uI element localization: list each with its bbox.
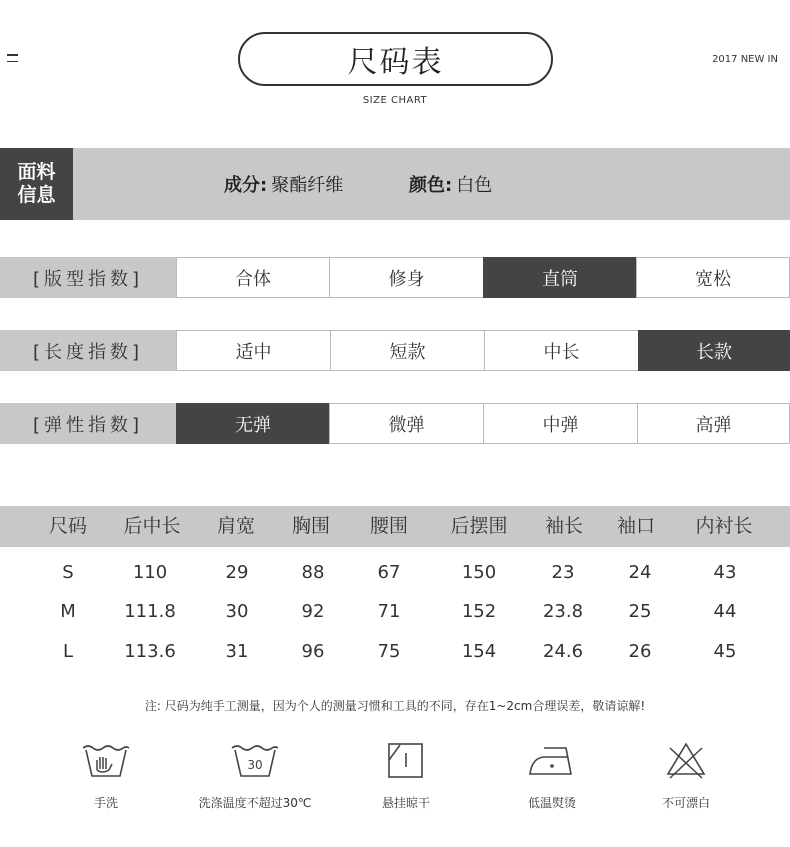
care-label-hang-dry: 悬挂晾干 (381, 796, 430, 810)
fabric-info-label (0, 148, 73, 220)
new-in-badge: 2017 NEW IN (712, 54, 778, 65)
length-index-row (0, 330, 790, 371)
table-cell: 111.8 (124, 601, 176, 622)
length-option-regular: 适中 (176, 330, 331, 371)
header-waist: 腰围 (369, 515, 409, 537)
table-cell: 45 (713, 641, 737, 662)
length-option-mid: 中长 (484, 330, 639, 371)
table-cell: 24 (628, 562, 652, 583)
care-hand-wash (46, 740, 166, 811)
fit-option-slim: 修身 (329, 257, 484, 298)
table-cell: 110 (132, 562, 168, 583)
table-cell: 92 (301, 601, 325, 622)
table-cell: 67 (377, 562, 401, 583)
table-cell: 26 (628, 641, 652, 662)
wash-30-icon (229, 740, 281, 780)
care-label-no-bleach: 不可漂白 (661, 796, 710, 810)
menu-icon[interactable] (7, 54, 19, 66)
care-hang-dry (346, 740, 466, 811)
care-label-hand-wash: 手洗 (93, 796, 118, 810)
color-key: 颜色: (409, 175, 453, 196)
care-label-low-iron: 低温熨烫 (527, 796, 576, 810)
table-cell: S (62, 562, 74, 583)
table-cell: 113.6 (124, 641, 176, 662)
stretch-index-row (0, 403, 790, 444)
stretch-option-none: 无弹 (176, 403, 330, 444)
table-cell: 154 (461, 641, 497, 662)
table-cell: 96 (301, 641, 325, 662)
table-cell: 88 (301, 562, 325, 583)
length-option-long: 长款 (638, 330, 790, 371)
hand-wash-icon (80, 740, 132, 780)
table-cell: 44 (713, 601, 737, 622)
color-info (409, 148, 492, 220)
table-cell: 23.8 (542, 601, 584, 622)
fit-index-row (0, 257, 790, 298)
header-hem: 后摆围 (450, 515, 508, 537)
header-sleeve-length: 袖长 (544, 515, 584, 537)
page-subtitle: SIZE CHART (362, 95, 428, 106)
header-chest: 胸围 (291, 515, 331, 537)
table-cell: 23 (551, 562, 575, 583)
fit-index-label: [版型指数] (32, 268, 144, 290)
stretch-option-medium: 中弹 (483, 403, 638, 444)
fit-option-straight: 直筒 (483, 257, 637, 298)
hang-dry-icon (386, 740, 426, 780)
care-label-wash-temp: 洗涤温度不超过30℃ (198, 796, 312, 810)
table-cell: M (60, 601, 76, 622)
fit-option-loose: 宽松 (636, 257, 790, 298)
no-bleach-icon (664, 740, 708, 780)
care-low-iron (492, 740, 612, 811)
fabric-info-bar (0, 148, 790, 220)
composition-value: 聚酯纤维 (271, 175, 344, 196)
low-iron-icon (526, 740, 578, 780)
table-cell: 152 (461, 601, 497, 622)
table-cell: 29 (225, 562, 249, 583)
header-back-length: 后中长 (123, 515, 181, 537)
composition (224, 148, 343, 220)
stretch-option-high: 高弹 (637, 403, 790, 444)
composition-key: 成分: (224, 175, 268, 196)
fabric-label-line1: 面料 (17, 161, 56, 183)
care-no-bleach (626, 740, 746, 811)
fabric-label-line2: 信息 (17, 184, 56, 206)
table-cell: 30 (225, 601, 249, 622)
page-title: 尺码表 (238, 32, 553, 86)
fit-option-fitted: 合体 (176, 257, 330, 298)
header-cuff: 袖口 (616, 515, 656, 537)
stretch-option-slight: 微弹 (329, 403, 484, 444)
care-wash-temperature (195, 740, 315, 811)
measurement-note: 注: 尺码为纯手工测量，因为个人的测量习惯和工具的不同，存在1~2cm合理误差，敬请谅解! (144, 699, 646, 713)
length-option-short: 短款 (330, 330, 485, 371)
table-cell: 24.6 (542, 641, 584, 662)
table-cell: 71 (377, 601, 401, 622)
length-index-label: [长度指数] (32, 341, 144, 363)
color-value: 白色 (456, 175, 493, 196)
wash-temp-text: 30 (247, 758, 263, 772)
header-size: 尺码 (48, 515, 88, 537)
stretch-index-label: [弹性指数] (32, 414, 144, 436)
header-shoulder: 肩宽 (216, 515, 256, 537)
table-cell: L (62, 641, 74, 662)
header-lining-length: 内衬长 (695, 515, 753, 537)
size-table-header (0, 506, 790, 547)
table-cell: 150 (461, 562, 497, 583)
table-cell: 43 (713, 562, 737, 583)
table-cell: 75 (377, 641, 401, 662)
table-cell: 25 (628, 601, 652, 622)
table-cell: 31 (225, 641, 249, 662)
